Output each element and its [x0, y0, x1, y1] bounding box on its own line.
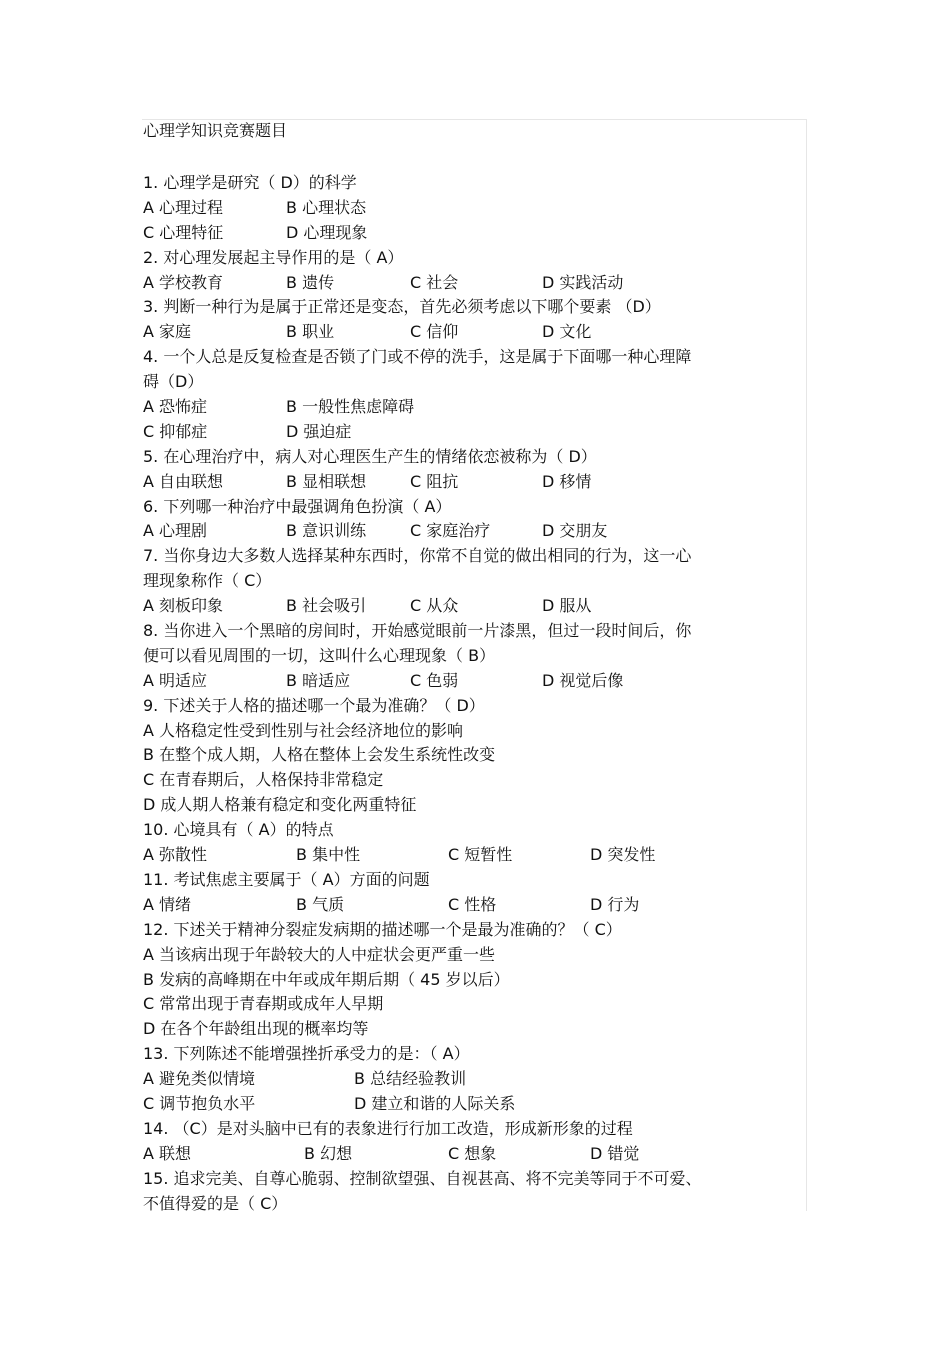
question-13-options-row — [143, 1092, 783, 1117]
question-11-options-row — [143, 893, 783, 918]
question-12-options-row — [143, 943, 783, 968]
option-c: C 想象 — [448, 1143, 497, 1163]
option-a: C 心理特征 — [143, 222, 224, 242]
option-c: C 从众 — [410, 596, 459, 616]
question-7-options-row — [143, 594, 783, 619]
option-a: A 心理过程 — [143, 197, 224, 217]
question-8-stem: 8. 当你进入一个黑暗的房间时，开始感觉眼前一片漆黑，但过一段时间后，你 — [143, 621, 692, 641]
option-a: A 恐怖症 — [143, 397, 208, 417]
option-c: C 短暂性 — [448, 845, 513, 865]
question-2-options-row — [143, 271, 783, 296]
question-8-options-row — [143, 669, 783, 694]
option-d: D 移情 — [542, 471, 592, 491]
question-4-stem: 4. 一个人总是反复检查是否锁了门或不停的洗手，这是属于下面哪一种心理障 — [143, 347, 692, 367]
question-3-options-row — [143, 320, 783, 345]
question-12-options-row — [143, 992, 783, 1017]
option-c: C 阻抗 — [410, 471, 459, 491]
question-6-stem: 6. 下列哪一种治疗中最强调角色扮演（ A） — [143, 496, 452, 516]
option-d: D 交朋友 — [542, 521, 608, 541]
option-d: D 视觉后像 — [542, 670, 624, 690]
option-a: D 在各个年龄组出现的概率均等 — [143, 1019, 369, 1039]
question-15-stem: 15. 追求完美、自尊心脆弱、控制欲望强、自视甚高、将不完美等同于不可爱、 — [143, 1168, 702, 1188]
option-b: B 一般性焦虑障碍 — [286, 397, 415, 417]
document-title: 心理学知识竞赛题目 — [143, 121, 288, 140]
question-8-stem: 便可以看见周围的一切，这叫什么心理现象（ B） — [143, 645, 496, 665]
option-d: D 错觉 — [590, 1143, 640, 1163]
question-9-options-row — [143, 719, 783, 744]
question-5-stem: 5. 在心理治疗中，病人对心理医生产生的情绪依恋被称为（ D） — [143, 446, 597, 466]
option-d: D 突发性 — [590, 845, 656, 865]
option-b: B 职业 — [286, 322, 335, 342]
option-a: A 心理剧 — [143, 521, 208, 541]
option-b: D 强迫症 — [286, 421, 352, 441]
question-1-options-row — [143, 221, 783, 246]
option-c: C 色弱 — [410, 670, 459, 690]
option-b: D 心理现象 — [286, 222, 368, 242]
question-1-stem: 1. 心理学是研究（ D）的科学 — [143, 173, 357, 192]
question-1-options-row — [143, 196, 783, 221]
question-10-options-row — [143, 843, 783, 868]
option-a: A 刻板印象 — [143, 596, 224, 616]
option-b: B 社会吸引 — [286, 596, 367, 616]
option-b: D 建立和谐的人际关系 — [354, 1093, 516, 1113]
title-spacer — [143, 144, 783, 171]
option-d: D 服从 — [542, 596, 592, 616]
question-9-options-row — [143, 768, 783, 793]
option-b: B 幻想 — [304, 1143, 353, 1163]
option-d: D 文化 — [542, 322, 592, 342]
option-a: B 在整个成人期，人格在整体上会发生系统性改变 — [143, 745, 496, 765]
option-a: A 自由联想 — [143, 471, 224, 491]
option-c: C 性格 — [448, 894, 497, 914]
question-4-options-row — [143, 395, 783, 420]
option-d: D 实践活动 — [542, 272, 624, 292]
option-c: C 家庭治疗 — [410, 521, 491, 541]
question-6-options-row — [143, 519, 783, 544]
question-13-options-row — [143, 1067, 783, 1092]
option-a: C 常常出现于青春期或成年人早期 — [143, 994, 384, 1014]
option-a: D 成人期人格兼有稳定和变化两重特征 — [143, 795, 417, 815]
question-9-stem: 9. 下述关于人格的描述哪一个最为准确？（ D） — [143, 695, 485, 715]
question-14-options-row — [143, 1142, 783, 1167]
option-b: B 气质 — [296, 894, 345, 914]
option-a: A 人格稳定性受到性别与社会经济地位的影响 — [143, 720, 464, 740]
question-10-stem: 10. 心境具有（ A）的特点 — [143, 820, 334, 840]
option-a: B 发病的高峰期在中年或成年期后期（ 45 岁以后） — [143, 969, 510, 989]
option-b: B 集中性 — [296, 845, 361, 865]
option-a: A 明适应 — [143, 670, 208, 690]
question-13-stem: 13. 下列陈述不能增强挫折承受力的是：（ A） — [143, 1044, 470, 1064]
question-5-options-row — [143, 470, 783, 495]
option-a: A 家庭 — [143, 322, 192, 342]
option-c: C 社会 — [410, 272, 459, 292]
question-3-stem: 3. 判断一种行为是属于正常还是变态，首先必须考虑以下哪个要素 （D） — [143, 297, 661, 317]
question-4-stem: 碍（D） — [143, 372, 204, 392]
option-a: C 在青春期后，人格保持非常稳定 — [143, 770, 384, 790]
option-b: B 总结经验教训 — [354, 1069, 467, 1089]
question-14-stem: 14. （C）是对头脑中已有的表象进行行加工改造，形成新形象的过程 — [143, 1118, 633, 1138]
question-12-options-row — [143, 1017, 783, 1042]
question-11-stem: 11. 考试焦虑主要属于（ A）方面的问题 — [143, 869, 430, 889]
question-12-stem: 12. 下述关于精神分裂症发病期的描述哪一个是最为准确的？（ C） — [143, 919, 622, 939]
question-7-stem: 理现象称作（ C） — [143, 571, 272, 591]
option-a: C 抑郁症 — [143, 421, 208, 441]
option-a: A 联想 — [143, 1143, 192, 1163]
question-2-stem: 2. 对心理发展起主导作用的是（ A） — [143, 247, 404, 267]
option-b: B 心理状态 — [286, 197, 367, 217]
option-b: B 暗适应 — [286, 670, 351, 690]
option-a: A 避免类似情境 — [143, 1069, 256, 1089]
option-c: C 信仰 — [410, 322, 459, 342]
option-a: A 学校教育 — [143, 272, 224, 292]
option-b: B 遗传 — [286, 272, 335, 292]
question-15-stem: 不值得爱的是（ C） — [143, 1193, 288, 1213]
option-a: A 弥散性 — [143, 845, 208, 865]
question-9-options-row — [143, 793, 783, 818]
option-a: A 当该病出现于年龄较大的人中症状会更严重一些 — [143, 944, 496, 964]
document-body — [143, 120, 783, 1216]
option-b: B 显相联想 — [286, 471, 367, 491]
question-9-options-row — [143, 743, 783, 768]
option-a: C 调节抱负水平 — [143, 1093, 256, 1113]
option-d: D 行为 — [590, 894, 640, 914]
question-7-stem: 7. 当你身边大多数人选择某种东西时，你常不自觉的做出相同的行为，这一心 — [143, 546, 692, 566]
option-a: A 情绪 — [143, 894, 192, 914]
option-b: B 意识训练 — [286, 521, 367, 541]
question-4-options-row — [143, 420, 783, 445]
question-12-options-row — [143, 968, 783, 993]
